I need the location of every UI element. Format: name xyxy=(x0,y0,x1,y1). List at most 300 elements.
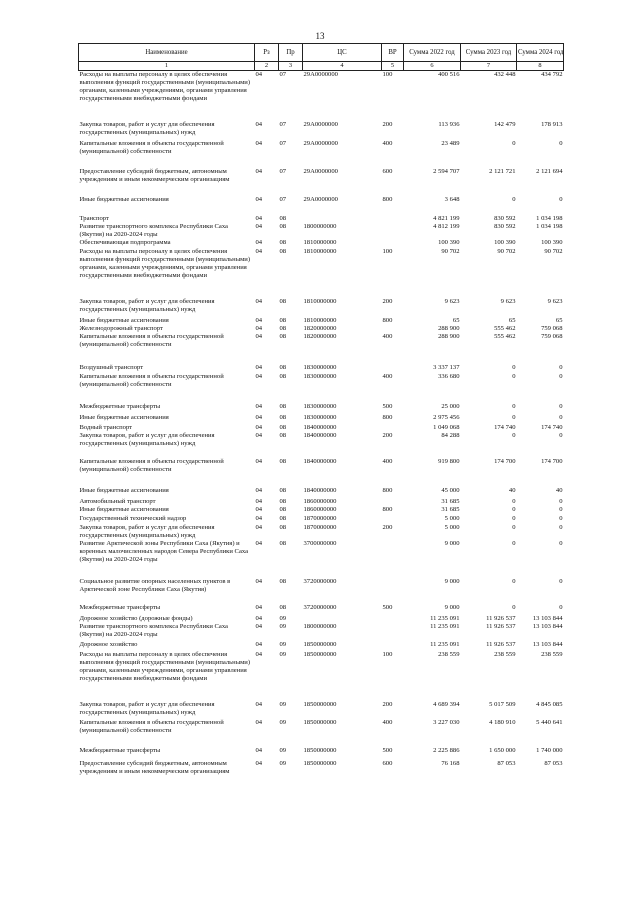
row-cs: 1840000000 xyxy=(303,424,337,431)
row-pr: 08 xyxy=(279,373,287,380)
row-pr: 08 xyxy=(279,498,287,505)
row-sum-2023: 0 xyxy=(512,403,516,410)
row-pr: 08 xyxy=(279,223,287,230)
row-rz: 04 xyxy=(255,623,263,630)
row-rz: 04 xyxy=(255,615,263,622)
row-rz: 04 xyxy=(255,333,263,340)
row-vr: 800 xyxy=(382,506,393,513)
row-pr: 08 xyxy=(279,578,287,585)
row-sum-2022: 4 689 394 xyxy=(433,701,460,708)
table-row xyxy=(79,248,564,288)
row-sum-2024: 0 xyxy=(559,540,563,547)
column-index-row xyxy=(79,62,564,71)
row-spacer xyxy=(79,288,564,298)
table-row xyxy=(79,333,564,354)
row-rz: 04 xyxy=(255,140,263,147)
row-sum-2023: 11 926 537 xyxy=(486,615,516,622)
row-cs: 29A0000000 xyxy=(303,168,338,175)
row-spacer xyxy=(79,737,564,747)
row-sum-2024: 65 xyxy=(555,317,563,324)
row-sum-2023: 174 740 xyxy=(494,424,516,431)
row-sum-2022: 113 936 xyxy=(438,121,460,128)
row-pr: 08 xyxy=(279,414,287,421)
row-cs: 1810000000 xyxy=(303,248,337,255)
row-sum-2022: 919 800 xyxy=(438,458,460,465)
row-vr: 400 xyxy=(382,333,393,340)
row-spacer-cell xyxy=(79,187,564,196)
row-sum-2024: 9 623 xyxy=(547,298,563,305)
row-spacer-cell xyxy=(79,691,564,701)
row-rz: 04 xyxy=(255,540,263,547)
row-vr: 400 xyxy=(382,373,393,380)
column-header-sum-2023: Сумма 2023 год xyxy=(461,44,517,62)
table-row xyxy=(79,168,564,187)
row-name: Закупка товаров, работ и услуг для обеспечения государственных (муниципальных) нужд xyxy=(79,524,215,539)
row-sum-2024: 759 068 xyxy=(541,333,563,340)
table-row xyxy=(79,760,564,776)
row-pr: 08 xyxy=(279,317,287,324)
row-sum-2022: 45 000 xyxy=(441,487,460,494)
row-cs: 1820000000 xyxy=(303,325,337,332)
row-vr xyxy=(382,515,404,524)
table-row xyxy=(79,298,564,317)
table-row xyxy=(79,414,564,424)
row-rz: 04 xyxy=(255,373,263,380)
column-header-sum-2024: Сумма 2024 год xyxy=(517,44,564,62)
row-spacer-cell xyxy=(79,288,564,298)
row-name: Социальное развитие опорных населенных пунктов в Арктической зоне Республики Саха (Якутия) xyxy=(79,578,231,593)
row-rz: 04 xyxy=(255,651,263,658)
row-name: Капитальные вложения в объекты государственной (муниципальной) собственности xyxy=(79,333,224,348)
row-cs: 1850000000 xyxy=(303,719,337,726)
table-row xyxy=(79,604,564,615)
row-sum-2023: 0 xyxy=(512,140,516,147)
row-cs: 1840000000 xyxy=(303,487,337,494)
row-sum-2024: 0 xyxy=(559,506,563,513)
row-pr: 08 xyxy=(279,403,287,410)
row-sum-2022: 288 900 xyxy=(438,325,460,332)
row-pr: 08 xyxy=(279,540,287,547)
row-vr: 600 xyxy=(382,168,393,175)
row-vr xyxy=(382,239,404,248)
row-sum-2022: 4 821 199 xyxy=(433,215,460,222)
row-sum-2023: 40 xyxy=(508,487,516,494)
row-vr: 100 xyxy=(382,248,393,255)
row-sum-2024: 0 xyxy=(559,604,563,611)
row-sum-2024: 174 700 xyxy=(541,458,563,465)
table-row xyxy=(79,432,564,448)
table-row xyxy=(79,719,564,737)
row-cs: 3720000000 xyxy=(303,604,337,611)
row-sum-2024: 0 xyxy=(559,524,563,531)
row-spacer xyxy=(79,392,564,403)
row-sum-2022: 1 049 068 xyxy=(433,424,460,431)
table-row xyxy=(79,487,564,498)
row-sum-2023: 0 xyxy=(512,498,516,505)
table-header-row xyxy=(79,44,564,62)
row-vr xyxy=(382,498,404,506)
column-index: 3 xyxy=(279,62,303,71)
row-cs: 1850000000 xyxy=(303,760,337,767)
row-rz: 04 xyxy=(255,403,263,410)
row-sum-2022: 5 000 xyxy=(444,524,460,531)
row-name: Капитальные вложения в объекты государственной (муниципальной) собственности xyxy=(79,719,224,734)
row-name: Дорожное хозяйство xyxy=(79,641,138,648)
row-spacer-cell xyxy=(79,392,564,403)
row-pr: 08 xyxy=(279,487,287,494)
row-spacer-cell xyxy=(79,737,564,747)
row-sum-2022: 100 390 xyxy=(438,239,460,246)
row-rz: 04 xyxy=(255,298,263,305)
row-sum-2023: 4 180 910 xyxy=(489,719,516,726)
table-row xyxy=(79,701,564,719)
row-spacer-cell xyxy=(79,111,564,121)
row-sum-2022: 23 489 xyxy=(441,140,460,147)
row-spacer-cell xyxy=(79,159,564,168)
row-name: Расходы на выплаты персоналу в целях обеспечения выполнения функций государственными (муниципальными) органами, казенными учреждениями, органами управления государственными внебюджетными фондами xyxy=(79,651,251,682)
row-sum-2022: 31 685 xyxy=(441,498,460,505)
row-vr xyxy=(382,364,404,373)
row-vr: 400 xyxy=(382,140,393,147)
row-vr: 200 xyxy=(382,432,393,439)
row-sum-2022: 336 680 xyxy=(438,373,460,380)
row-pr: 08 xyxy=(279,325,287,332)
table-row xyxy=(79,424,564,432)
table-row xyxy=(79,747,564,760)
row-pr: 09 xyxy=(279,623,287,630)
row-sum-2022: 238 559 xyxy=(438,651,460,658)
row-cs: 1800000000 xyxy=(303,623,337,630)
table-row xyxy=(79,403,564,414)
row-pr: 09 xyxy=(279,651,287,658)
table-body xyxy=(79,71,564,777)
row-pr: 08 xyxy=(279,524,287,531)
row-sum-2024: 0 xyxy=(559,515,563,522)
row-name: Водный транспорт xyxy=(79,424,133,431)
column-header-name: Наименование xyxy=(79,44,255,62)
row-sum-2023: 0 xyxy=(512,578,516,585)
row-spacer xyxy=(79,159,564,168)
row-rz: 04 xyxy=(255,747,263,754)
row-sum-2023: 11 926 537 xyxy=(486,641,516,648)
row-cs: 1840000000 xyxy=(303,458,337,465)
row-sum-2023: 87 053 xyxy=(497,760,516,767)
row-pr: 08 xyxy=(279,604,287,611)
row-cs: 1820000000 xyxy=(303,333,337,340)
row-sum-2024: 13 103 844 xyxy=(532,641,563,648)
table-row xyxy=(79,215,564,223)
column-header-rz: Рз xyxy=(255,44,279,62)
column-index: 8 xyxy=(517,62,564,71)
row-name: Закупка товаров, работ и услуг для обеспечения государственных (муниципальных) нужд xyxy=(79,432,215,447)
row-pr: 07 xyxy=(279,168,287,175)
budget-table xyxy=(78,43,564,776)
row-sum-2024: 0 xyxy=(559,432,563,439)
row-sum-2024: 0 xyxy=(559,140,563,147)
row-pr: 09 xyxy=(279,615,287,622)
row-pr: 08 xyxy=(279,239,287,246)
row-sum-2022: 3 337 137 xyxy=(433,364,460,371)
table-row xyxy=(79,651,564,691)
row-pr: 08 xyxy=(279,432,287,439)
table-row xyxy=(79,641,564,651)
row-rz: 04 xyxy=(255,578,263,585)
row-cs: 1830000000 xyxy=(303,403,337,410)
row-sum-2022: 400 516 xyxy=(438,71,460,78)
row-sum-2023: 0 xyxy=(512,515,516,522)
row-cs: 1870000000 xyxy=(303,515,337,522)
row-sum-2024: 0 xyxy=(559,196,563,203)
row-sum-2023: 100 390 xyxy=(494,239,516,246)
row-sum-2024: 174 740 xyxy=(541,424,563,431)
row-sum-2023: 174 700 xyxy=(494,458,516,465)
row-vr xyxy=(382,623,404,641)
row-pr: 08 xyxy=(279,333,287,340)
row-sum-2022: 9 000 xyxy=(444,540,460,547)
table-row xyxy=(79,317,564,325)
row-cs: 3700000000 xyxy=(303,540,337,547)
row-name: Расходы на выплаты персоналу в целях обеспечения выполнения функций государственными (муниципальными) органами, казенными учреждениями, органами управления государственными внебюджетными фондами xyxy=(79,71,251,102)
row-pr: 08 xyxy=(279,298,287,305)
row-sum-2022: 2 225 886 xyxy=(433,747,460,754)
row-sum-2024: 40 xyxy=(555,487,563,494)
row-pr: 09 xyxy=(279,760,287,767)
row-cs: 29A0000000 xyxy=(303,140,338,147)
row-sum-2024: 1 740 000 xyxy=(536,747,563,754)
row-sum-2023: 0 xyxy=(512,432,516,439)
row-rz: 04 xyxy=(255,701,263,708)
row-sum-2022: 11 235 091 xyxy=(430,615,460,622)
row-name: Иные бюджетные ассигнования xyxy=(79,196,169,203)
row-sum-2023: 238 559 xyxy=(494,651,516,658)
row-sum-2022: 9 000 xyxy=(444,604,460,611)
row-sum-2022: 65 xyxy=(452,317,460,324)
row-rz: 04 xyxy=(255,760,263,767)
column-header-cs: ЦС xyxy=(303,44,382,62)
row-vr: 400 xyxy=(382,719,393,726)
table-row xyxy=(79,71,564,112)
row-name: Капитальные вложения в объекты государственной (муниципальной) собственности xyxy=(79,458,224,473)
row-vr: 200 xyxy=(382,298,393,305)
row-name: Развитие транспортного комплекса Республики Саха (Якутия) на 2020-2024 годы xyxy=(79,623,228,638)
row-rz: 04 xyxy=(255,168,263,175)
table-row xyxy=(79,121,564,140)
row-cs: 1860000000 xyxy=(303,498,337,505)
row-vr xyxy=(382,641,404,651)
row-cs: 1840000000 xyxy=(303,432,337,439)
row-sum-2024: 90 702 xyxy=(544,248,563,255)
row-name: Закупка товаров, работ и услуг для обеспечения государственных (муниципальных) нужд xyxy=(79,298,215,313)
row-sum-2024: 178 913 xyxy=(541,121,563,128)
row-sum-2023: 0 xyxy=(512,196,516,203)
row-vr xyxy=(382,578,404,595)
row-rz: 04 xyxy=(255,121,263,128)
row-name: Капитальные вложения в объекты государственной (муниципальной) собственности xyxy=(79,373,224,388)
row-vr xyxy=(382,540,404,568)
row-spacer xyxy=(79,448,564,458)
row-rz: 04 xyxy=(255,498,263,505)
row-pr: 08 xyxy=(279,506,287,513)
table-row xyxy=(79,223,564,239)
row-name: Развитие транспортного комплекса Республики Саха (Якутия) на 2020-2024 годы xyxy=(79,223,228,238)
row-pr: 07 xyxy=(279,196,287,203)
row-vr: 600 xyxy=(382,760,393,767)
row-sum-2023: 1 650 000 xyxy=(489,747,516,754)
row-pr: 08 xyxy=(279,458,287,465)
row-cs: 29A0000000 xyxy=(303,196,338,203)
row-spacer xyxy=(79,187,564,196)
table-row xyxy=(79,498,564,506)
row-rz: 04 xyxy=(255,196,263,203)
row-name: Предоставление субсидий бюджетным, автономным учреждениям и иным некоммерческим организациям xyxy=(79,760,230,775)
row-sum-2022: 3 648 xyxy=(444,196,460,203)
row-cs: 1830000000 xyxy=(303,414,337,421)
row-rz: 04 xyxy=(255,515,263,522)
table-row xyxy=(79,578,564,595)
row-vr: 100 xyxy=(382,71,393,78)
page-number: 13 xyxy=(315,31,325,41)
row-spacer xyxy=(79,477,564,487)
row-pr: 08 xyxy=(279,364,287,371)
row-cs: 1850000000 xyxy=(303,747,337,754)
column-header-vr: ВР xyxy=(382,44,404,62)
row-sum-2024: 13 103 844 xyxy=(532,615,563,622)
row-spacer-cell xyxy=(79,354,564,364)
row-pr: 07 xyxy=(279,140,287,147)
row-name: Капитальные вложения в объекты государственной (муниципальной) собственности xyxy=(79,140,224,155)
row-rz: 04 xyxy=(255,424,263,431)
row-name: Обеспечивающая подпрограмма xyxy=(79,239,171,246)
row-pr: 09 xyxy=(279,719,287,726)
row-cs: 1860000000 xyxy=(303,506,337,513)
row-cs xyxy=(303,615,382,623)
row-rz: 04 xyxy=(255,325,263,332)
row-sum-2022: 2 594 707 xyxy=(433,168,460,175)
table-row xyxy=(79,140,564,159)
row-rz: 04 xyxy=(255,487,263,494)
table-row xyxy=(79,458,564,477)
row-vr: 100 xyxy=(382,651,393,658)
row-name: Иные бюджетные ассигнования xyxy=(79,487,169,494)
row-vr: 200 xyxy=(382,524,393,531)
row-spacer-cell xyxy=(79,448,564,458)
row-cs: 1810000000 xyxy=(303,239,337,246)
row-cs: 1830000000 xyxy=(303,373,337,380)
row-sum-2023: 830 592 xyxy=(494,215,516,222)
table-row xyxy=(79,540,564,568)
row-pr: 08 xyxy=(279,515,287,522)
row-rz: 04 xyxy=(255,524,263,531)
row-vr: 800 xyxy=(382,196,393,203)
row-rz: 04 xyxy=(255,432,263,439)
row-name: Предоставление субсидий бюджетным, автономным учреждениям и иным некоммерческим организациям xyxy=(79,168,230,183)
row-name: Развитие Арктической зоны Республики Саха (Якутия) и коренных малочисленных народов Севера Республики Саха (Якутия) на 2020-2024 годы xyxy=(79,540,249,563)
table-row xyxy=(79,196,564,215)
row-pr: 07 xyxy=(279,121,287,128)
table-row xyxy=(79,325,564,333)
row-pr: 07 xyxy=(279,71,287,78)
row-sum-2024: 4 845 085 xyxy=(536,701,563,708)
row-spacer xyxy=(79,595,564,604)
row-name: Государственный технический надзор xyxy=(79,515,187,522)
row-sum-2024: 1 034 198 xyxy=(536,223,563,230)
row-pr: 08 xyxy=(279,215,287,222)
row-rz: 04 xyxy=(255,248,263,255)
row-sum-2023: 2 121 721 xyxy=(489,168,516,175)
table-row xyxy=(79,524,564,540)
row-sum-2023: 0 xyxy=(512,364,516,371)
row-vr xyxy=(382,223,404,239)
row-sum-2023: 90 702 xyxy=(497,248,516,255)
row-sum-2022: 90 702 xyxy=(441,248,460,255)
row-sum-2024: 0 xyxy=(559,578,563,585)
row-name: Межбюджетные трансферты xyxy=(79,747,161,754)
row-sum-2022: 11 235 091 xyxy=(430,641,460,648)
row-name: Иные бюджетные ассигнования xyxy=(79,506,169,513)
row-pr: 09 xyxy=(279,701,287,708)
row-vr: 800 xyxy=(382,414,393,421)
row-rz: 04 xyxy=(255,317,263,324)
row-vr: 500 xyxy=(382,747,393,754)
row-sum-2022: 3 227 030 xyxy=(433,719,460,726)
row-vr: 200 xyxy=(382,701,393,708)
row-rz: 04 xyxy=(255,604,263,611)
row-name: Закупка товаров, работ и услуг для обеспечения государственных (муниципальных) нужд xyxy=(79,121,215,136)
row-rz: 04 xyxy=(255,215,263,222)
column-header-pr: Пр xyxy=(279,44,303,62)
row-name: Закупка товаров, работ и услуг для обеспечения государственных (муниципальных) нужд xyxy=(79,701,215,716)
row-sum-2022: 288 900 xyxy=(438,333,460,340)
row-sum-2023: 11 926 537 xyxy=(486,623,516,630)
column-index: 4 xyxy=(303,62,382,71)
column-index: 7 xyxy=(461,62,517,71)
column-index: 2 xyxy=(255,62,279,71)
row-sum-2024: 2 121 694 xyxy=(536,168,563,175)
row-sum-2022: 76 168 xyxy=(441,760,460,767)
table-row xyxy=(79,364,564,373)
row-sum-2024: 13 103 844 xyxy=(532,623,563,630)
row-vr: 500 xyxy=(382,604,393,611)
row-sum-2024: 0 xyxy=(559,498,563,505)
row-rz: 04 xyxy=(255,223,263,230)
row-name: Межбюджетные трансферты xyxy=(79,403,161,410)
table-row xyxy=(79,373,564,392)
row-sum-2024: 0 xyxy=(559,414,563,421)
row-cs: 29A0000000 xyxy=(303,71,338,78)
row-vr xyxy=(382,215,404,223)
table-row xyxy=(79,239,564,248)
table-row xyxy=(79,615,564,623)
row-sum-2022: 11 235 091 xyxy=(430,623,460,630)
row-name: Автомобильный транспорт xyxy=(79,498,156,505)
row-cs: 1850000000 xyxy=(303,641,337,648)
row-rz: 04 xyxy=(255,506,263,513)
row-name: Транспорт xyxy=(79,215,109,222)
table-row xyxy=(79,623,564,641)
row-cs: 1850000000 xyxy=(303,701,337,708)
row-sum-2024: 5 440 641 xyxy=(536,719,563,726)
table-row xyxy=(79,506,564,515)
row-name: Межбюджетные трансферты xyxy=(79,604,161,611)
row-cs: 1830000000 xyxy=(303,364,337,371)
row-sum-2023: 0 xyxy=(512,414,516,421)
row-sum-2024: 0 xyxy=(559,373,563,380)
row-spacer-cell xyxy=(79,477,564,487)
row-sum-2023: 432 448 xyxy=(494,71,516,78)
table-row xyxy=(79,515,564,524)
row-name: Воздушный транспорт xyxy=(79,364,144,371)
row-spacer-cell xyxy=(79,595,564,604)
